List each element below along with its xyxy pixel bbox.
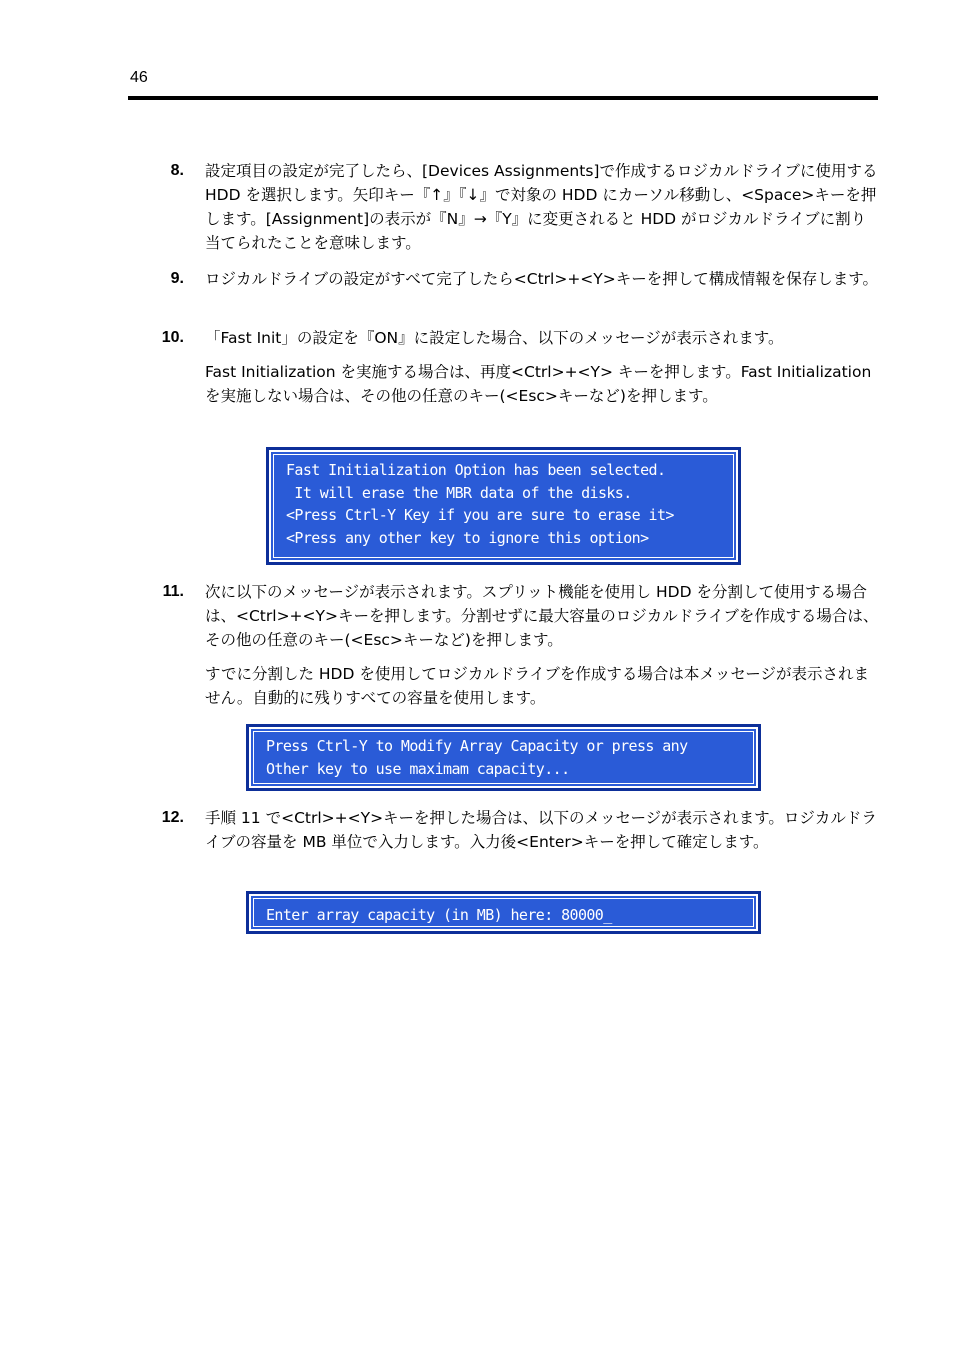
enter-capacity-prompt-screen	[246, 891, 761, 934]
screen-line: <Press any other key to ignore this option>	[286, 528, 649, 547]
header-rule	[128, 96, 878, 100]
screen-line: Other key to use maximam capacity...	[266, 759, 570, 778]
screen-line: Fast Initialization Option has been selected.	[286, 461, 666, 479]
screen-line: Press Ctrl-Y to Modify Array Capacity or press any	[266, 737, 688, 755]
step-text: 次に以下のメッセージが表示されます。スプリット機能を使用し HDD を分割して使用する場合は、<Ctrl>+<Y>キーを押します。分割せずに最大容量のロジカルドライブを作成する場合は、その他の任意のキー(<Esc>キーなど)を押します。	[205, 583, 879, 649]
capacity-input-line: Enter array capacity (in MB) here: 80000_	[266, 906, 612, 924]
step-text: ロジカルドライブの設定がすべて完了したら<Ctrl>+<Y>キーを押して構成情報を保存します。	[205, 270, 879, 288]
fast-init-message-screen	[266, 447, 741, 565]
step-10	[128, 326, 880, 408]
step-9	[128, 267, 880, 291]
screen-line: <Press Ctrl-Y Key if you are sure to erase it>	[286, 506, 674, 524]
step-12	[128, 806, 880, 854]
step-number: 9.	[170, 270, 184, 287]
step-number: 11.	[162, 583, 184, 600]
step-text: すでに分割した HDD を使用してロジカルドライブを作成する場合は本メッセージが表示されません。自動的に残りすべての容量を使用します。	[205, 665, 869, 707]
step-text: 設定項目の設定が完了したら、[Devices Assignments]で作成するロジカルドライブに使用する HDD を選択します。矢印キー『↑』『↓』で対象の HDD にカーソル移動し、<Space>キーを押します。[Assignment]の表示が『N』→『Y』に変更されると HDD がロジカルドライブに割り当てられたことを意味します。	[205, 162, 878, 252]
page-number: 46	[130, 69, 148, 86]
step-8	[128, 159, 880, 255]
screen-line: It will erase the MBR data of the disks.	[286, 483, 632, 502]
step-text: Fast Initialization を実施する場合は、再度<Ctrl>+<Y> キーを押します。Fast Initialization を実施しない場合は、その他の任意のキー(<Esc>キーなど)を押します。	[205, 363, 872, 405]
step-text: 「Fast Init」の設定を『ON』に設定した場合、以下のメッセージが表示されます。	[205, 329, 784, 347]
step-number: 10.	[161, 329, 184, 346]
step-11	[128, 580, 880, 710]
modify-capacity-message-screen	[246, 724, 761, 791]
step-number: 12.	[161, 809, 184, 826]
step-text: 手順 11 で<Ctrl>+<Y>キーを押した場合は、以下のメッセージが表示されます。ロジカルドライブの容量を MB 単位で入力します。入力後<Enter>キーを押して確定します。	[205, 809, 877, 851]
step-number: 8.	[170, 162, 184, 179]
